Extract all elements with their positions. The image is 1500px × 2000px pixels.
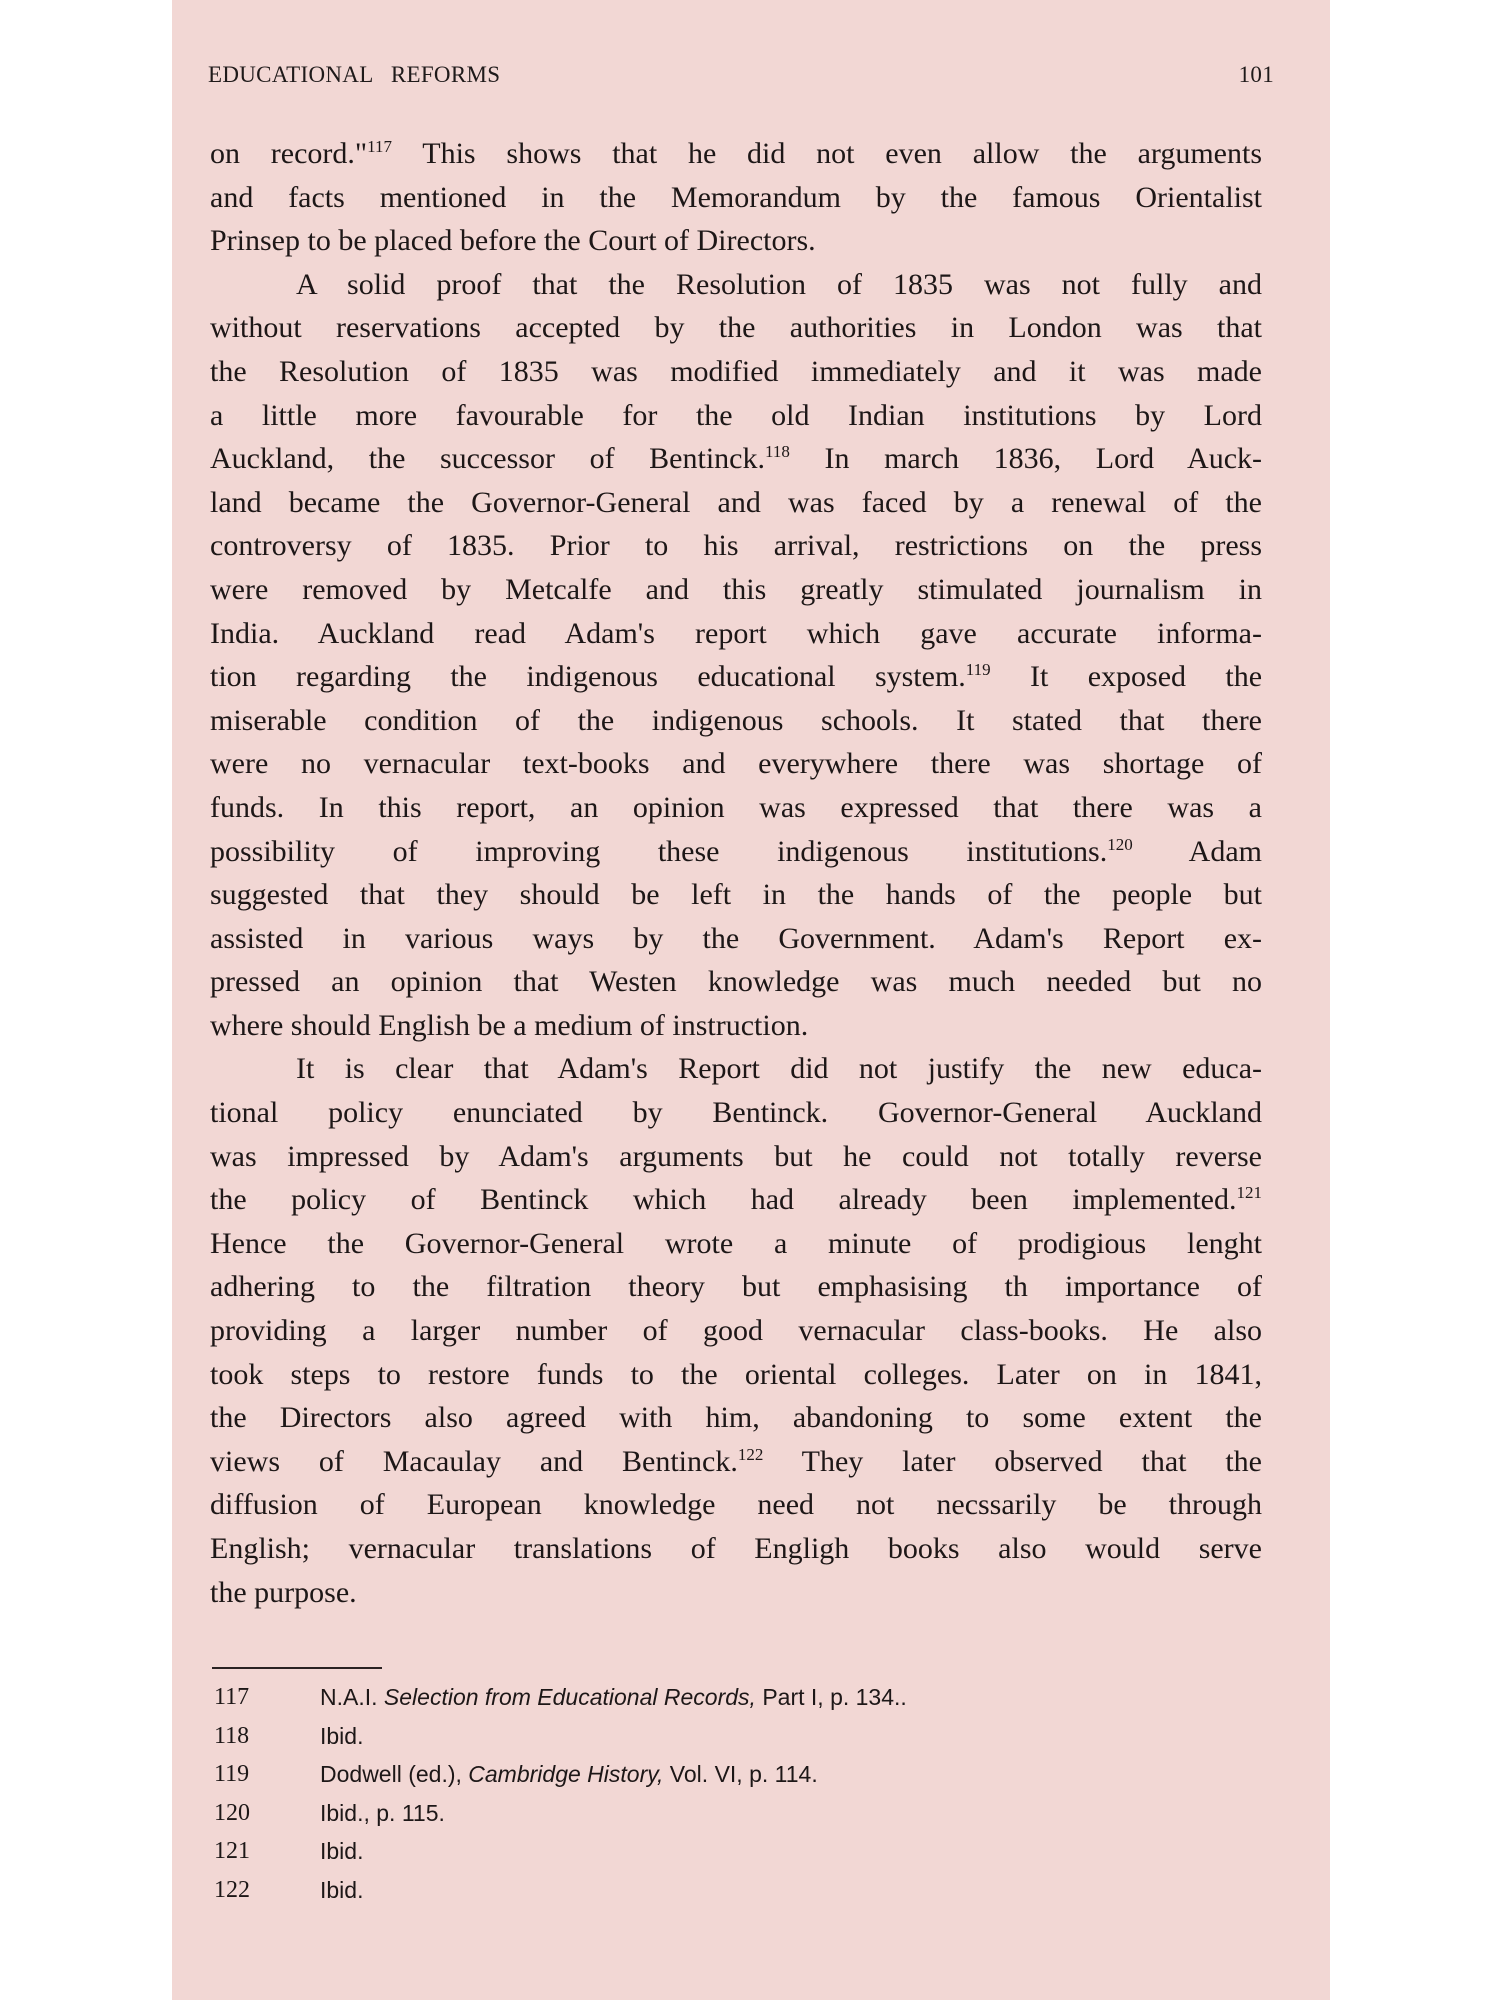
footnote-title: Cambridge History,: [468, 1761, 664, 1787]
text-segment: Prinsep to be placed before the Court of Directors.: [210, 224, 816, 258]
text-line: [210, 132, 1262, 176]
text-segment: In march 1836, Lord Auck-: [789, 442, 1263, 476]
text-segment: took steps to restore funds to the oriental colleges. Later on in 1841,: [210, 1357, 1262, 1391]
text-segment: It exposed the: [990, 660, 1263, 694]
text-line: [210, 524, 1262, 568]
text-segment: the Resolution of 1835 was modified immediately and it was made: [210, 354, 1262, 388]
footnote-number: 117: [214, 1684, 250, 1710]
footnote-text: [320, 1838, 363, 1865]
chapter-title: EDUCATIONAL REFORMS: [208, 62, 501, 87]
text-line: [210, 176, 1262, 220]
text-line: [210, 699, 1262, 743]
text-segment: funds. In this report, an opinion was expressed that there was a: [210, 790, 1262, 824]
text-line: [210, 350, 1262, 394]
text-line: [210, 1483, 1262, 1527]
footnote-marker: 121: [1236, 1183, 1262, 1203]
text-segment: It is clear that Adam's Report did not justify the new educa-: [296, 1052, 1262, 1086]
text-line: [210, 960, 1262, 1004]
footnote-segment: Ibid.: [320, 1838, 364, 1864]
text-segment: English; vernacular translations of Engligh books also would serve: [210, 1532, 1262, 1565]
footnote-number: 122: [214, 1876, 250, 1903]
footnote-marker: 118: [765, 442, 790, 462]
text-segment: tion regarding the indigenous educational system.: [210, 660, 966, 694]
footnote-text: [320, 1800, 445, 1827]
footnotes: [214, 1684, 1114, 1915]
text-line: [210, 1004, 1262, 1048]
footnote-text: [320, 1761, 818, 1788]
text-segment: Auckland, the successor of Bentinck.: [210, 442, 765, 476]
text-line: [210, 1353, 1262, 1397]
text-line: [210, 1091, 1262, 1135]
text-line: [210, 1047, 1262, 1091]
text-segment: were no vernacular text-books and everywhere there was shortage of: [210, 747, 1262, 781]
text-segment: Hence the Governor-General wrote a minute of prodigious lenght: [210, 1226, 1262, 1260]
text-line: [210, 306, 1262, 350]
footnote-marker: 119: [965, 660, 991, 680]
text-segment: land became the Governor-General and was faced by a renewal of the: [210, 485, 1262, 519]
body-text: [210, 132, 1262, 1614]
footnote-title: Selection from Educational Records,: [383, 1684, 756, 1710]
footnote-segment: Ibid.: [320, 1722, 364, 1749]
text-line: [210, 830, 1262, 874]
footnote: [214, 1761, 1114, 1800]
text-line: [210, 263, 1262, 307]
text-segment: where should English be a medium of instruction.: [210, 1008, 809, 1042]
text-segment: the policy of Bentinck which had already been implemented.: [210, 1183, 1237, 1217]
footnote-text: [320, 1684, 907, 1711]
text-line: [210, 481, 1262, 525]
text-line: [210, 1396, 1262, 1440]
book-page: [172, 0, 1330, 2000]
text-line: [210, 786, 1262, 830]
text-segment: This shows that he did not even allow the arguments: [392, 137, 1263, 170]
text-segment: views of Macaulay and Bentinck.: [210, 1444, 738, 1478]
text-segment: They later observed that the: [763, 1444, 1262, 1478]
footnote-marker: 122: [737, 1444, 764, 1464]
text-segment: a little more favourable for the old Indian institutions by Lord: [210, 398, 1262, 432]
text-line: [210, 612, 1262, 656]
footnote-marker: 117: [367, 137, 393, 156]
text-line: [210, 873, 1262, 917]
footnote-number: 119: [214, 1761, 250, 1787]
footnote-text: [320, 1723, 363, 1750]
text-segment: controversy of 1835. Prior to his arrival, restrictions on the press: [210, 529, 1262, 563]
text-segment: were removed by Metcalfe and this greatly stimulated journalism in: [210, 572, 1262, 606]
footnote: [214, 1800, 1114, 1839]
footnote: [214, 1877, 1114, 1916]
text-line: [210, 742, 1262, 786]
text-segment: the Directors also agreed with him, abandoning to some extent the: [210, 1401, 1262, 1435]
text-line: [210, 1135, 1262, 1179]
footnote-segment: Part I, p. 134..: [755, 1684, 907, 1710]
text-line: [210, 917, 1262, 961]
footnote-number: 118: [214, 1722, 250, 1749]
footnote-number: 120: [214, 1799, 250, 1826]
footnote-segment: N.A.I.: [320, 1684, 384, 1710]
text-segment: suggested that they should be left in the hands of the people but: [210, 878, 1262, 912]
text-line: [210, 1222, 1262, 1266]
footnote-marker: 120: [1107, 834, 1133, 854]
text-line: [210, 394, 1262, 438]
text-line: [210, 568, 1262, 612]
footnote-segment: Ibid.: [320, 1876, 364, 1903]
footnote-segment: Ibid., p. 115.: [320, 1799, 445, 1826]
text-segment: on record.": [210, 137, 368, 170]
footnote-divider: [212, 1667, 382, 1669]
text-line: [210, 437, 1262, 481]
text-segment: possibility of improving these indigenous institutions.: [210, 834, 1108, 868]
text-line: [210, 1178, 1262, 1222]
text-line: [210, 1265, 1262, 1309]
text-segment: and facts mentioned in the Memorandum by the famous Orientalist: [210, 180, 1262, 214]
text-segment: pressed an opinion that Westen knowledge was much needed but no: [210, 965, 1262, 999]
text-segment: A solid proof that the Resolution of 1835 was not fully and: [296, 267, 1262, 301]
footnote: [214, 1723, 1114, 1762]
footnote: [214, 1684, 1114, 1723]
text-line: [210, 1527, 1262, 1571]
text-segment: without reservations accepted by the authorities in London was that: [210, 311, 1262, 345]
text-line: [210, 219, 1262, 263]
text-segment: assisted in various ways by the Government. Adam's Report ex-: [210, 921, 1262, 955]
running-head: [208, 62, 1274, 92]
footnote-segment: Dodwell (ed.),: [320, 1761, 469, 1787]
text-line: [210, 655, 1262, 699]
text-line: [210, 1440, 1262, 1484]
text-line: [210, 1571, 1262, 1615]
text-segment: the purpose.: [210, 1575, 357, 1609]
text-segment: miserable condition of the indigenous schools. It stated that there: [210, 703, 1262, 737]
text-segment: tional policy enunciated by Bentinck. Governor-General Auckland: [210, 1096, 1262, 1130]
footnote-number: 121: [214, 1838, 250, 1864]
footnote-segment: Vol. VI, p. 114.: [663, 1761, 818, 1787]
text-segment: diffusion of European knowledge need not necssarily be through: [210, 1488, 1262, 1522]
text-segment: adhering to the filtration theory but emphasising th importance of: [210, 1270, 1262, 1304]
page-number: 101: [1238, 62, 1274, 87]
footnote-text: [320, 1877, 363, 1904]
text-line: [210, 1309, 1262, 1353]
text-segment: providing a larger number of good vernacular class-books. He also: [210, 1314, 1262, 1348]
footnote: [214, 1838, 1114, 1877]
text-segment: Adam: [1132, 834, 1262, 868]
text-segment: India. Auckland read Adam's report which gave accurate informa-: [210, 616, 1262, 650]
text-segment: was impressed by Adam's arguments but he could not totally reverse: [210, 1139, 1262, 1173]
